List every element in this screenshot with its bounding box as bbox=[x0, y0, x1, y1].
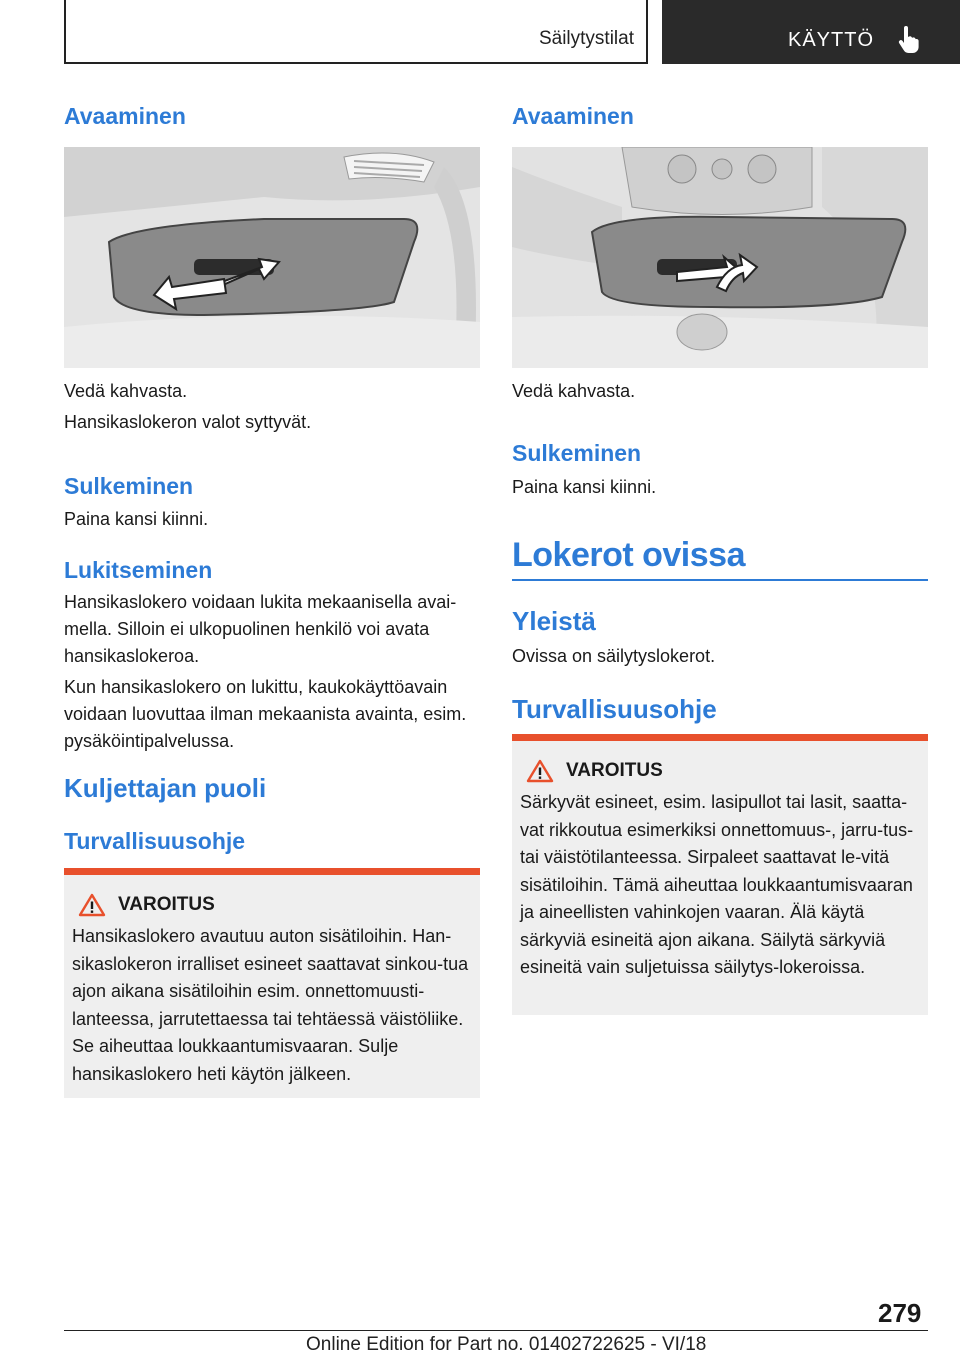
warning-box bbox=[512, 734, 928, 1015]
warning-text: Hansikaslokero avautuu auton sisätiloihin. Han-sikaslokeron irralliset esineet saattavat sinkou-tua ajon aikana sisätiloihin esim. onnettomuusti-lanteessa, jarrutettaessa tai tehtäessä väistöliike. Se aiheuttaa loukkaantumisvaaran. Sulje hansikaslokero heti käytön jälkeen. bbox=[72, 926, 469, 1084]
locking-heading: Lukitseminen bbox=[64, 557, 213, 583]
glovebox-handle-photo bbox=[64, 147, 480, 368]
chapter-title: KÄYTTÖ bbox=[787, 29, 874, 51]
safety-heading: Turvallisuusohje bbox=[64, 828, 246, 854]
closing-text: Paina kansi kiinni. bbox=[64, 509, 209, 529]
closing-heading: Sulkeminen bbox=[64, 473, 194, 499]
footer-edition: Online Edition for Part no. 01402722625 - VI/18 bbox=[306, 1334, 707, 1355]
warning-title: VAROITUS bbox=[118, 894, 215, 915]
section-rule bbox=[512, 579, 928, 581]
section-heading: Lokerot ovissa bbox=[512, 536, 745, 574]
opening-step-1: Vedä kahvasta. bbox=[512, 381, 636, 401]
warning-title-row bbox=[520, 759, 920, 783]
general-text: Ovissa on säilytyslokerot. bbox=[512, 646, 716, 666]
warning-title-row bbox=[72, 893, 472, 917]
hand-pointer-icon bbox=[896, 26, 920, 54]
general-heading: Yleistä bbox=[512, 606, 596, 636]
opening-step-1: Vedä kahvasta. bbox=[64, 381, 188, 401]
locking-paragraph-1: Hansikaslokero voidaan lukita mekaanisella avai-mella. Silloin ei ulkopuolinen henkilö voi avata hansikaslokeroa. bbox=[64, 592, 457, 666]
warning-title: VAROITUS bbox=[566, 760, 663, 781]
safety-heading: Turvallisuusohje bbox=[512, 694, 717, 724]
closing-text: Paina kansi kiinni. bbox=[512, 477, 657, 497]
opening-heading: Avaaminen bbox=[512, 103, 634, 129]
opening-heading: Avaaminen bbox=[64, 103, 186, 129]
warning-triangle-icon bbox=[526, 759, 554, 783]
warning-box bbox=[64, 868, 480, 1098]
footer-rule bbox=[64, 1330, 928, 1331]
page-number: 279 bbox=[878, 1298, 922, 1328]
header-section-tab bbox=[64, 0, 648, 64]
section-title: Säilytystilat bbox=[538, 28, 634, 49]
driver-side-heading: Kuljettajan puoli bbox=[64, 773, 267, 803]
warning-text: Särkyvät esineet, esim. lasipullot tai lasit, saatta-vat rikkoutua esimerkiksi onnettomuus-, jarru-tus- tai väistötilanteessa. Sirpaleet saattavat le-vitä sisätiloihin. Tämä aiheuttaa loukkaantumisvaaran ja aineellisten vahinkojen vaaran. Älä käytä särkyviä esineitä ajon aikana. Säilytä särkyviä esineitä vain suljetuissa säilytys-lokeroissa. bbox=[520, 792, 914, 977]
opening-step-2: Hansikaslokeron valot syttyvät. bbox=[64, 412, 312, 432]
locking-paragraph-2: Kun hansikaslokero on lukittu, kaukokäyttöavain voidaan luovuttaa ilman mekaanista avainta, esim. pysäköintipalvelussa. bbox=[64, 677, 467, 751]
warning-triangle-icon bbox=[78, 893, 106, 917]
header-chapter-tab bbox=[662, 0, 960, 64]
closing-heading: Sulkeminen bbox=[512, 440, 642, 466]
glovebox-handle-photo-rhd bbox=[512, 147, 928, 368]
